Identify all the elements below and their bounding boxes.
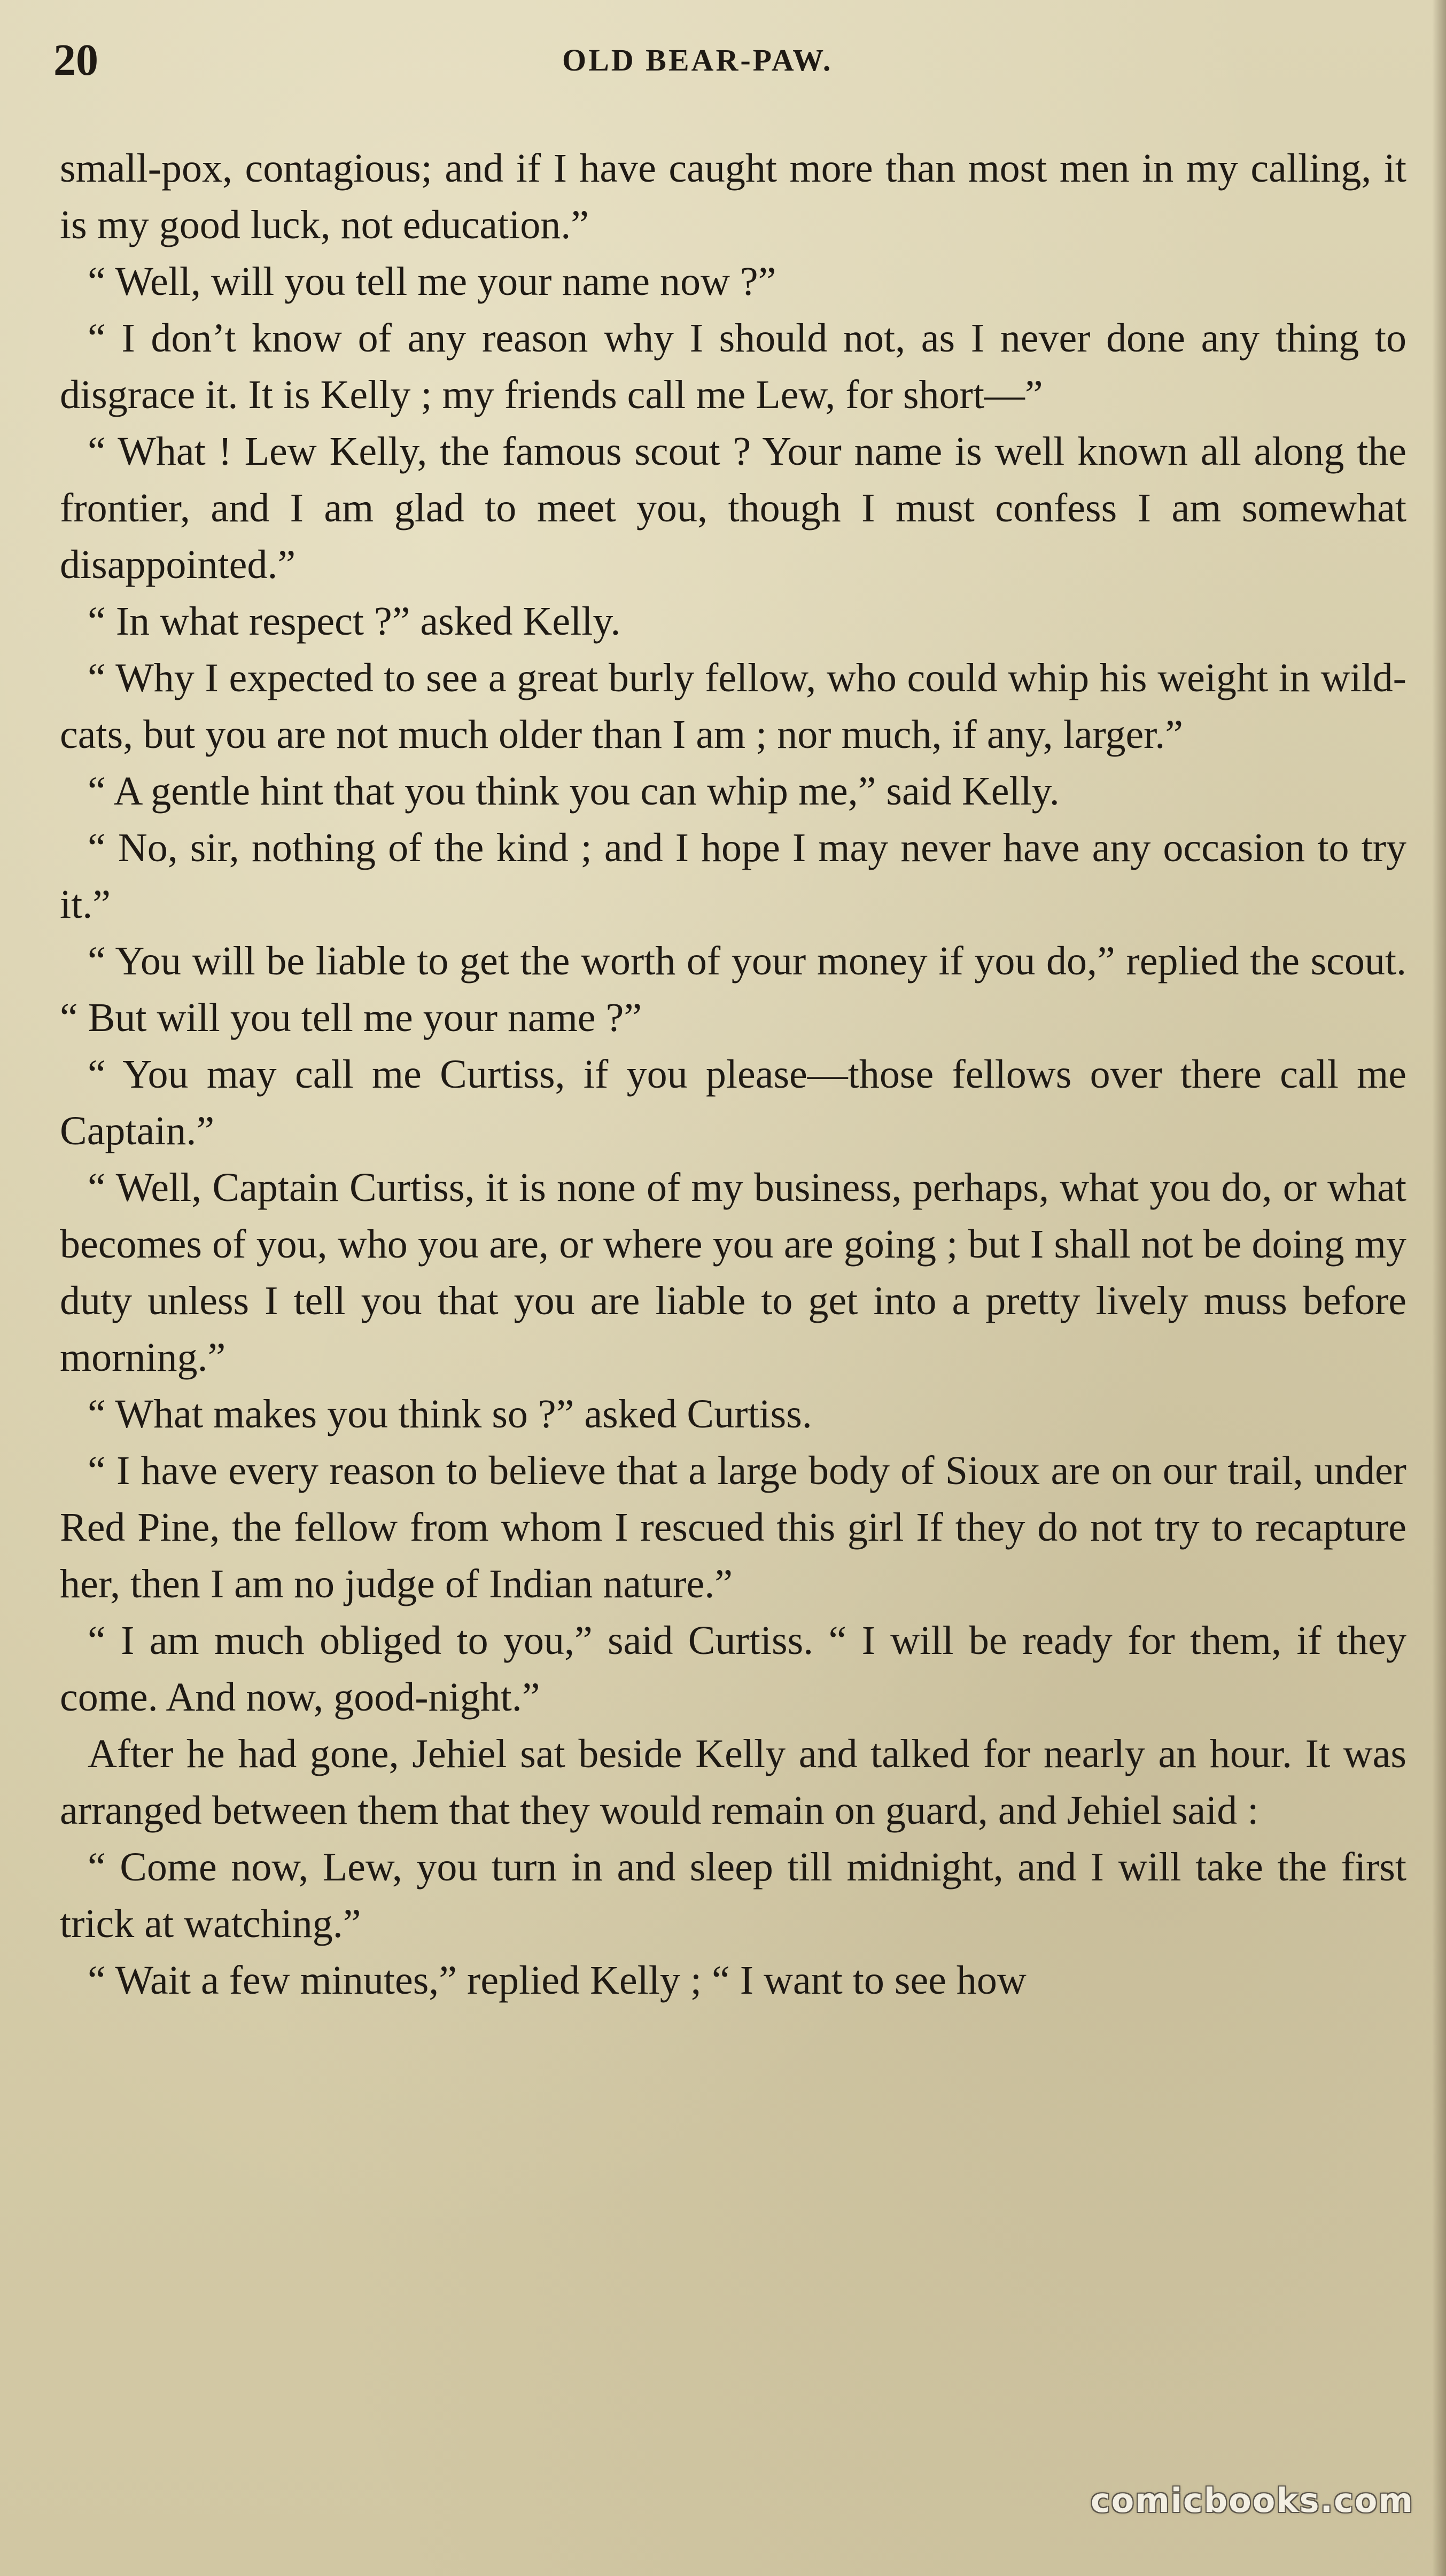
paragraph: “ In what respect ?” asked Kelly.	[88, 599, 621, 644]
running-head: OLD BEAR-PAW.	[562, 43, 833, 77]
paragraph: After he had gone, Jehiel sat beside Kelly and talked for nearly an hour. It was arranged between them that they would remain on guard, and Jehiel said :	[60, 1731, 1406, 1833]
page-edge-shadow	[1432, 0, 1446, 2576]
paragraph: “ Wait a few minutes,” replied Kelly ; “ I want to see how	[88, 1958, 1027, 2003]
paragraph: “ You may call me Curtiss, if you please—those fellows over there call me Captain.”	[60, 1052, 1406, 1153]
paragraph: “ You will be liable to get the worth of your money if you do,” replied the scout. “ But will you tell me your name ?”	[60, 939, 1406, 1040]
page-number: 20	[53, 35, 98, 85]
watermark: comicbooks.com	[1090, 2481, 1414, 2520]
paragraph: small-pox, contagious; and if I have caught more than most men in my calling, it is my good luck, not education.”	[60, 146, 1406, 247]
paragraph: “ Well, will you tell me your name now ?”	[88, 259, 776, 304]
paragraph: “ What makes you think so ?” asked Curtiss.	[88, 1392, 812, 1437]
paragraph: “ What ! Lew Kelly, the famous scout ? Your name is well known all along the frontier, and I am glad to meet you, though I must confess I am somewhat disappointed.”	[60, 429, 1406, 587]
paragraph: “ I am much obliged to you,” said Curtiss. “ I will be ready for them, if they come. And now, good-night.”	[60, 1618, 1406, 1720]
paragraph: “ I have every reason to believe that a large body of Sioux are on our trail, under Red Pine, the fellow from whom I rescued this girl If they do not try to recapture her, then I am no judge of Indian nature.”	[60, 1448, 1406, 1606]
body-text	[60, 140, 1406, 2009]
paragraph: “ No, sir, nothing of the kind ; and I hope I may never have any occasion to try it.”	[60, 825, 1406, 927]
paragraph: “ Why I expected to see a great burly fellow, who could whip his weight in wild-cats, but you are not much older than I am ; nor much, if any, larger.”	[60, 655, 1406, 757]
paragraph: “ I don’t know of any reason why I should not, as I never done any thing to disgrace it. It is Kelly ; my friends call me Lew, for short—”	[60, 316, 1406, 417]
paragraph: “ Well, Captain Curtiss, it is none of my business, perhaps, what you do, or what becomes of you, who you are, or where you are going ; but I shall not be doing my duty unless I tell you that you are liable to get into a pretty lively muss before morning.”	[60, 1165, 1406, 1380]
page-header	[53, 31, 1400, 90]
paragraph: “ Come now, Lew, you turn in and sleep till midnight, and I will take the first trick at watching.”	[60, 1845, 1406, 1946]
paragraph: “ A gentle hint that you think you can whip me,” said Kelly.	[88, 769, 1060, 814]
